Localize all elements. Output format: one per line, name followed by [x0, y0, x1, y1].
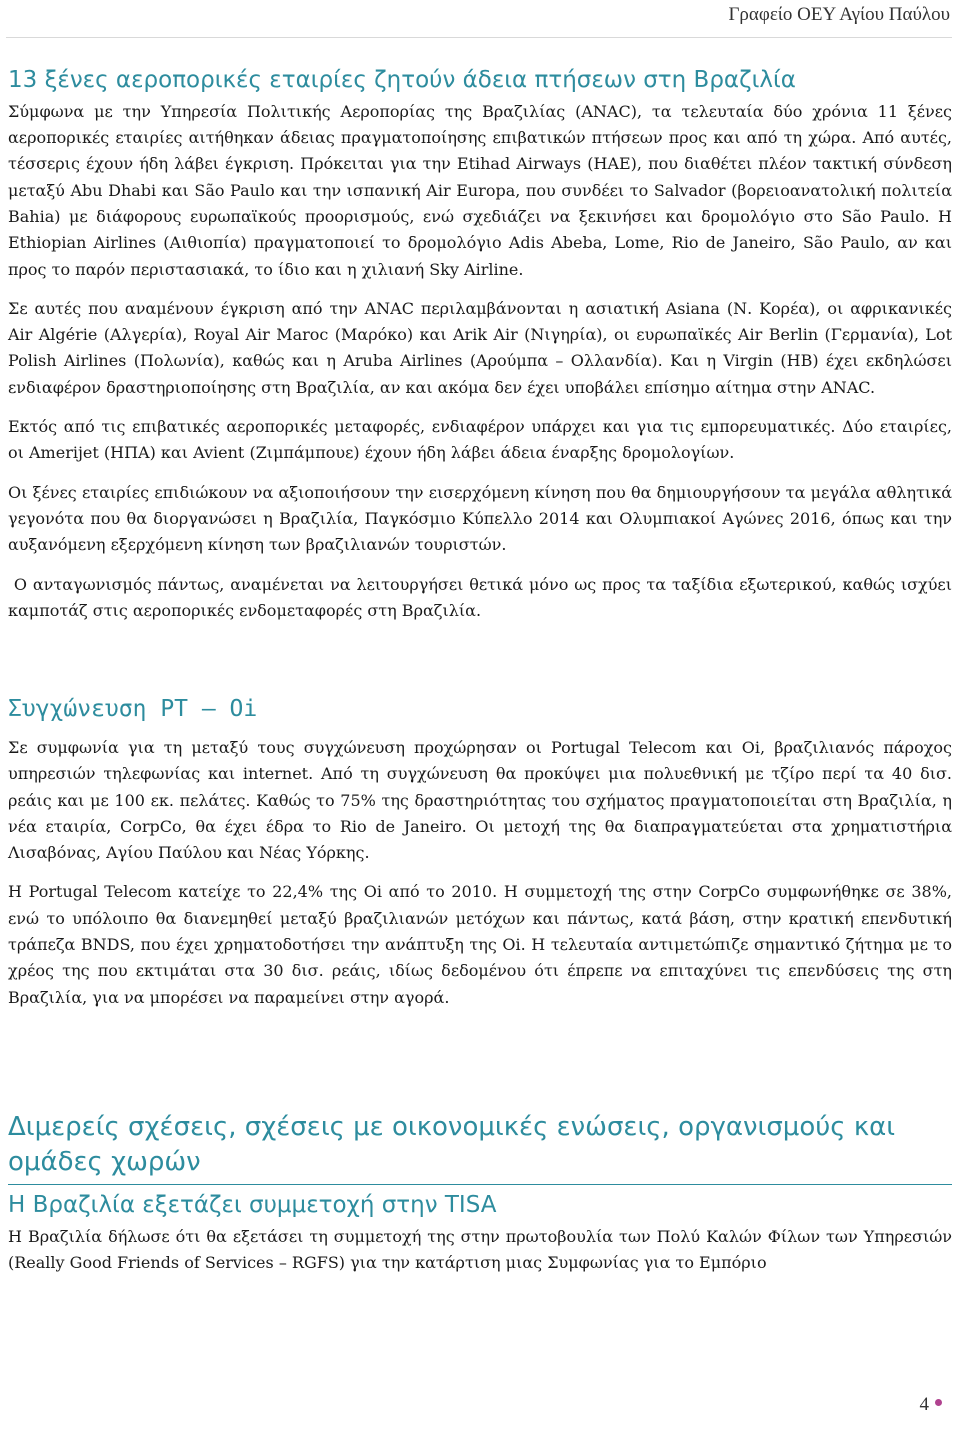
paragraph: Σε αυτές που αναμένουν έγκριση από την ANAC περιλαμβάνονται η ασιατική Asiana (Ν. Κορέα), οι αφρικανικές Air Algérie (Αλγερία), Royal Air Maroc (Μαρόκο) και Arik Air (Νιγηρία), οι ευρωπαϊκές Air Berlin (Γερμανία), Lot Polish Airlines (Πολωνία), καθώς και η Aruba Airlines (Αρούμπα – Ολλανδία). Και η Virgin (ΗΒ) έχει εκδηλώσει ενδιαφέρον δραστηριοποίησης στη Βραζιλία, αν και ακόμα δεν έχει υποβάλει επίσημο αίτημα στην ANAC.	[8, 298, 952, 397]
page-footer	[920, 1394, 943, 1416]
paragraph: Σύμφωνα με την Υπηρεσία Πολιτικής Αεροπορίας της Βραζιλίας (ANAC), τα τελευταία δύο χρόνια 11 ξένες αεροπορικές εταιρίες αιτήθηκαν άδειας πραγματοποίησης επιβατικών πτήσεων προς και από τη χώρα. Από αυτές, τέσσερις έχουν ήδη λάβει έγκριση. Πρόκειται για την Etihad Airways (ΗΑΕ), που διαθέτει πλέον τακτική σύνδεση μεταξύ Abu Dhabi και São Paulo και την ισπανική Air Europa, που συνδέει το Salvador (βορειοανατολική πολιτεία Bahia) με διάφορους ευρωπαϊκούς προορισμούς, ενώ σχεδιάζει να ξεκινήσει και δρομολόγιο στο São Paulo. Η Ethiopian Airlines (Αιθιοπία) πραγματοποιεί το δρομολόγιο Adis Abeba, Lome, Rio de Janeiro, São Paulo, αν και προς το παρόν περιστασιακά, το ίδιο και η χιλιανή Sky Airline.	[8, 101, 952, 279]
section-title-tisa: Η Βραζιλία εξετάζει συμμετοχή στην TISA	[8, 1191, 497, 1218]
page-dot-icon	[935, 1399, 942, 1406]
section-title-merger: Συγχώνευση PT – Oi	[8, 696, 258, 723]
paragraph: Οι ξένες εταιρίες επιδιώκουν να αξιοποιήσουν την εισερχόμενη κίνηση που θα δημιουργήσουν τα μεγάλα αθλητικά γεγονότα που θα διοργανώσει η Βραζιλία, Παγκόσμιο Κύπελλο 2014 και Ολυμπιακοί Αγώνες 2016, όπως και την αυξανόμενη εξερχόμενη κίνηση των βραζιλιανών τουριστών.	[8, 482, 952, 555]
document-body	[8, 66, 958, 1276]
running-header: Γραφείο ΟΕΥ Αγίου Παύλου	[728, 4, 950, 25]
paragraph: Σε συμφωνία για τη μεταξύ τους συγχώνευση προχώρησαν οι Portugal Telecom και Oi, βραζιλιανός πάροχος υπηρεσιών τηλεφωνίας και internet. Από τη συγχώνευση θα προκύψει μια πολυεθνική με τζίρο περί τα 40 δισ. ρεάις και με 100 εκ. πελάτες. Καθώς το 75% της δραστηριότητας του σχήματος πραγματοποιείται στη Βραζιλία, η νέα εταιρία, CorpCo, θα έχει έδρα το Rio de Janeiro. Οι μετοχή της θα διαπραγματεύεται στα χρηματιστήρια Λισαβόνας, Αγίου Παύλου και Νέας Υόρκης.	[8, 737, 952, 863]
paragraph: Η Portugal Telecom κατείχε το 22,4% της Oi από το 2010. Η συμμετοχή της στην CorpCo συμφωνήθηκε σε 38%, ενώ το υπόλοιπο θα διανεμηθεί μεταξύ βραζιλιανών μετόχων και πάντως, κατά βάση, στην κρατική επενδυτική τράπεζα BNDS, που έχει χρηματοδοτήσει την ανάπτυξη της Oi. Η τελευταία αντιμετώπιζε σημαντικό ζήτημα με το χρέος της που εκτιμάται στα 30 δισ. ρεάις, ιδίως δεδομένου ότι έπρεπε να επιταχύνει τις επενδύσεις της στη Βραζιλία, για να μπορέσει να παραμείνει στην αγορά.	[8, 882, 952, 1007]
paragraph: Ο ανταγωνισμός πάντως, αναμένεται να λειτουργήσει θετικά μόνο ως προς τα ταξίδια εξωτερικού, καθώς ισχύει καμποτάζ στις αεροπορικές ενδομεταφορές στη Βραζιλία.	[8, 574, 958, 620]
chapter-title-divider	[8, 1184, 952, 1185]
section-title-airlines: 13 ξένες αεροπορικές εταιρίες ζητούν άδεια πτήσεων στη Βραζιλία	[8, 67, 796, 93]
page-number: 4	[919, 1394, 929, 1415]
chapter-title-bilateral-relations: Διμερείς σχέσεις, σχέσεις με οικονομικές ενώσεις, οργανισμούς και ομάδες χωρών	[8, 1111, 896, 1177]
spacer	[8, 1024, 952, 1110]
header-divider	[6, 37, 952, 38]
paragraph: Εκτός από τις επιβατικές αεροπορικές μεταφορές, ενδιαφέρον υπάρχει και για τις εμπορευματικές. Δύο εταιρίες, οι Amerijet (ΗΠΑ) και Avient (Ζιμπάμπουε) έχουν ήδη λάβει άδεια έναρξης δρομολογίων.	[8, 417, 952, 463]
paragraph: Η Βραζιλία δήλωσε ότι θα εξετάσει τη συμμετοχή της στην πρωτοβουλία των Πολύ Καλών Φίλων των Υπηρεσιών (Really Good Friends of Services – RGFS) για την κατάρτιση μιας Συμφωνίας για το Εμπόριο	[8, 1226, 952, 1272]
spacer	[8, 637, 952, 695]
